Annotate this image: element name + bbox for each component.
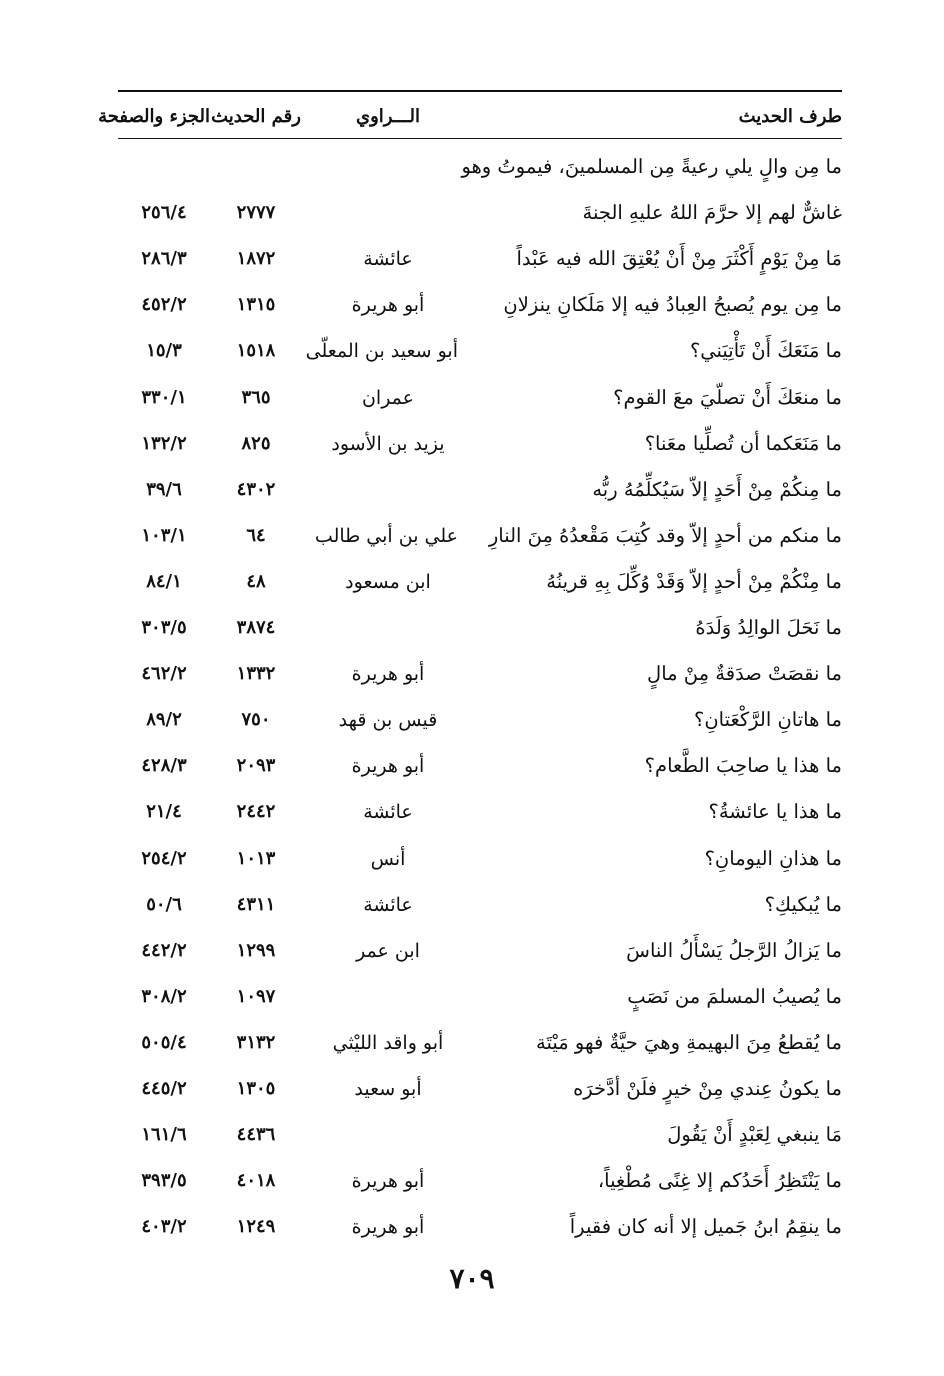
hadith-number: ٢٤٤٢ <box>236 801 276 823</box>
top-rule <box>118 90 842 92</box>
table-row <box>118 513 842 559</box>
hadith-text: ما منكم من أحدٍ إلاّ وقد كُتِبَ مَقْعدُهُ مِنَ النارِ <box>488 523 842 547</box>
table-row <box>118 1066 842 1112</box>
narrator: أبو هريرة <box>351 755 425 778</box>
hadith-number: ٣٨٧٤ <box>236 617 276 638</box>
volume-page: ٢٥٤/٢ <box>141 847 187 869</box>
hadith-number: ١٠٩٧ <box>236 985 276 1007</box>
header-rule <box>118 138 842 139</box>
table-row <box>118 928 842 974</box>
hadith-number: ١٣٠٥ <box>236 1078 276 1099</box>
hadith-number: ١٠١٣ <box>236 847 276 869</box>
volume-page: ٣٩/٦ <box>146 478 182 500</box>
hadith-text: ما نَحَلَ الوالِدُ وَلَدَهُ <box>695 616 842 639</box>
volume-page: ٢١/٤ <box>146 801 182 823</box>
hadith-number: ٢٧٧٧ <box>236 202 276 224</box>
volume-page: ٤٢٨/٣ <box>141 755 187 777</box>
volume-page: ٥٠٥/٤ <box>141 1031 187 1053</box>
narrator: عائشة <box>363 893 413 916</box>
table-row <box>118 651 842 697</box>
table-row <box>118 974 842 1020</box>
narrator: أبو هريرة <box>351 663 425 686</box>
narrator: عائشة <box>363 801 413 824</box>
header-hadith-number: رقم الحديث <box>211 106 301 127</box>
hadith-number: ٤٤٣٦ <box>236 1124 276 1146</box>
hadith-text: ما مَنَعَكَ أَنْ تَأْتِيَني؟ <box>689 339 842 363</box>
volume-page: ١٠٣/١ <box>141 524 187 546</box>
hadith-number: ١٥١٨ <box>236 340 276 362</box>
hadith-number: ٦٤ <box>246 524 266 546</box>
narrator: أبو هريرة <box>351 294 425 317</box>
hadith-text: ما يُقطعُ مِنَ البهيمةِ وهيَ حيَّةٌ فهو مَيْتَة <box>536 1030 842 1054</box>
hadith-number: ١٢٩٩ <box>236 939 276 961</box>
volume-page: ٥٠/٦ <box>146 893 182 915</box>
table-row <box>118 743 842 789</box>
narrator: أبو سعيد بن المعلّى <box>305 340 458 363</box>
hadith-text: مَا مِنْ يَوْمٍ أَكْثَرَ مِنْ أَنْ يُعْتِقَ الله فيه عَبْداً <box>516 247 842 271</box>
hadith-text: غاشٌّ لهم إلا حرَّمَ اللهُ عليهِ الجنةَ <box>582 201 842 225</box>
header-narrator: الـــراوي <box>355 106 421 127</box>
hadith-number: ٢٠٩٣ <box>236 755 276 777</box>
hadith-text: مَا ينبغي لِعَبْدٍ أَنْ يَقُولَ <box>667 1123 842 1147</box>
hadith-text: ما يَزالُ الرَّجلُ يَسْأَلُ الناسَ <box>626 938 842 962</box>
hadith-number: ٣١٣٢ <box>236 1031 276 1053</box>
table-row <box>118 421 842 467</box>
hadith-text: ما هذا يا عائشةُ؟ <box>708 800 842 824</box>
table-row <box>118 789 842 835</box>
hadith-number: ١٢٤٩ <box>236 1216 276 1238</box>
hadith-text: ما يُصيبُ المسلمَ من نَصَبٍ <box>627 984 842 1008</box>
hadith-text: ما ينقِمُ ابنُ جَميل إلا أنه كان فقيراً <box>569 1215 842 1239</box>
hadith-text: ما مِنكُمْ مِنْ أَحَدٍ إلاّ سَيُكلِّمُهُ ربُّه <box>592 477 842 501</box>
table-row <box>118 375 842 421</box>
volume-page: ٣٠٣/٥ <box>141 617 187 638</box>
hadith-text: ما مَنَعَكما أن تُصلِّيا معَنا؟ <box>644 431 842 455</box>
volume-page: ١٦١/٦ <box>141 1124 187 1146</box>
table-row <box>118 144 842 190</box>
header-hadith-text: طرف الحديث <box>738 106 842 127</box>
hadith-number: ٣٦٥ <box>241 386 271 408</box>
table-row <box>118 605 842 651</box>
hadith-number: ٤٨ <box>246 570 266 592</box>
hadith-text: ما يكونُ عِندي مِنْ خيرٍ فلَنْ أدَّخرَه <box>573 1077 842 1100</box>
table-row <box>118 190 842 236</box>
hadith-number: ٤٣١١ <box>236 893 276 915</box>
hadith-number: ١٣١٥ <box>236 294 276 316</box>
narrator: أبو سعيد <box>354 1078 422 1100</box>
table-row <box>118 236 842 282</box>
volume-page: ١٣٢/٢ <box>141 432 187 454</box>
hadith-number: ١٣٣٢ <box>236 663 276 685</box>
hadith-text: ما نقصَتْ صدَقةٌ مِنْ مالٍ <box>647 662 842 686</box>
volume-page: ٣٣٠/١ <box>141 386 187 408</box>
table-row <box>118 1112 842 1158</box>
hadith-text: ما مِن يوم يُصبحُ العِبادُ فيه إلا مَلَكانِ ينزلانِ <box>503 293 842 317</box>
narrator: عمران <box>361 386 415 409</box>
narrator: أبو هريرة <box>351 1170 425 1193</box>
table-row <box>118 467 842 513</box>
volume-page: ٨٩/٢ <box>146 709 182 731</box>
volume-page: ٤٤٢/٢ <box>141 939 187 961</box>
table-row <box>118 1204 842 1250</box>
table-row <box>118 328 842 374</box>
volume-page: ٣٩٣/٥ <box>141 1170 187 1192</box>
narrator: ابن مسعود <box>345 570 431 593</box>
narrator: أبو واقد الليْثي <box>332 1031 444 1054</box>
hadith-text: ما يُبكيكِ؟ <box>764 892 842 916</box>
volume-page: ٤٦٢/٢ <box>141 663 187 685</box>
hadith-text: ما يَنْتَظِرُ أَحَدُكم إلا غِنًى مُطْغِياً، <box>597 1169 842 1193</box>
volume-page: ٨٤/١ <box>146 570 182 592</box>
narrator: أبو هريرة <box>351 1216 425 1239</box>
volume-page: ٤٤٥/٢ <box>141 1078 187 1099</box>
table-row <box>118 1158 842 1204</box>
hadith-text: ما منعَكَ أَنْ تصلّيَ معَ القوم؟ <box>613 385 842 409</box>
narrator: يزيد بن الأسود <box>331 432 445 455</box>
volume-page: ٤٠٣/٢ <box>141 1216 187 1238</box>
volume-page: ٢٥٦/٤ <box>141 202 187 224</box>
page-number: ٧٠٩ <box>449 1262 495 1295</box>
table-row <box>118 282 842 328</box>
hadith-number: ٧٥٠ <box>241 709 271 731</box>
hadith-number: ٤٠١٨ <box>236 1170 276 1192</box>
narrator: ابن عمر <box>356 939 420 962</box>
hadith-number: ٤٣٠٢ <box>236 478 276 500</box>
volume-page: ٤٥٢/٢ <box>141 294 187 316</box>
narrator: قيس بن قهد <box>338 709 438 732</box>
header-volume-page: الجزء والصفحة <box>98 106 210 127</box>
table-row <box>118 882 842 928</box>
table-row <box>118 697 842 743</box>
volume-page: ٣٠٨/٢ <box>141 985 187 1007</box>
hadith-text: ما هاتانِ الرَّكْعَتانِ؟ <box>693 708 842 732</box>
narrator: عائشة <box>363 248 413 271</box>
table-header <box>98 100 842 134</box>
hadith-text: ما مِنْكُمْ مِنْ أحدٍ إلاّ وَقَدْ وُكِّلَ بِهِ قرينُهُ <box>546 569 842 593</box>
hadith-text: ما مِن والٍ يلي رعيةً مِن المسلمينَ، فيموتُ وهو <box>461 155 842 178</box>
table-row <box>118 559 842 605</box>
narrator: علي بن أبي طالب <box>314 524 458 547</box>
table-row <box>118 836 842 882</box>
hadith-number: ٨٢٥ <box>241 432 271 454</box>
hadith-number: ١٨٧٢ <box>236 248 276 270</box>
volume-page: ١٥/٣ <box>146 340 182 362</box>
table-row <box>118 1020 842 1066</box>
narrator: أنس <box>370 847 406 870</box>
hadith-text: ما هذا يا صاحِبَ الطَّعام؟ <box>644 754 842 778</box>
hadith-text: ما هذانِ اليومانِ؟ <box>704 846 842 870</box>
volume-page: ٢٨٦/٣ <box>141 248 187 270</box>
